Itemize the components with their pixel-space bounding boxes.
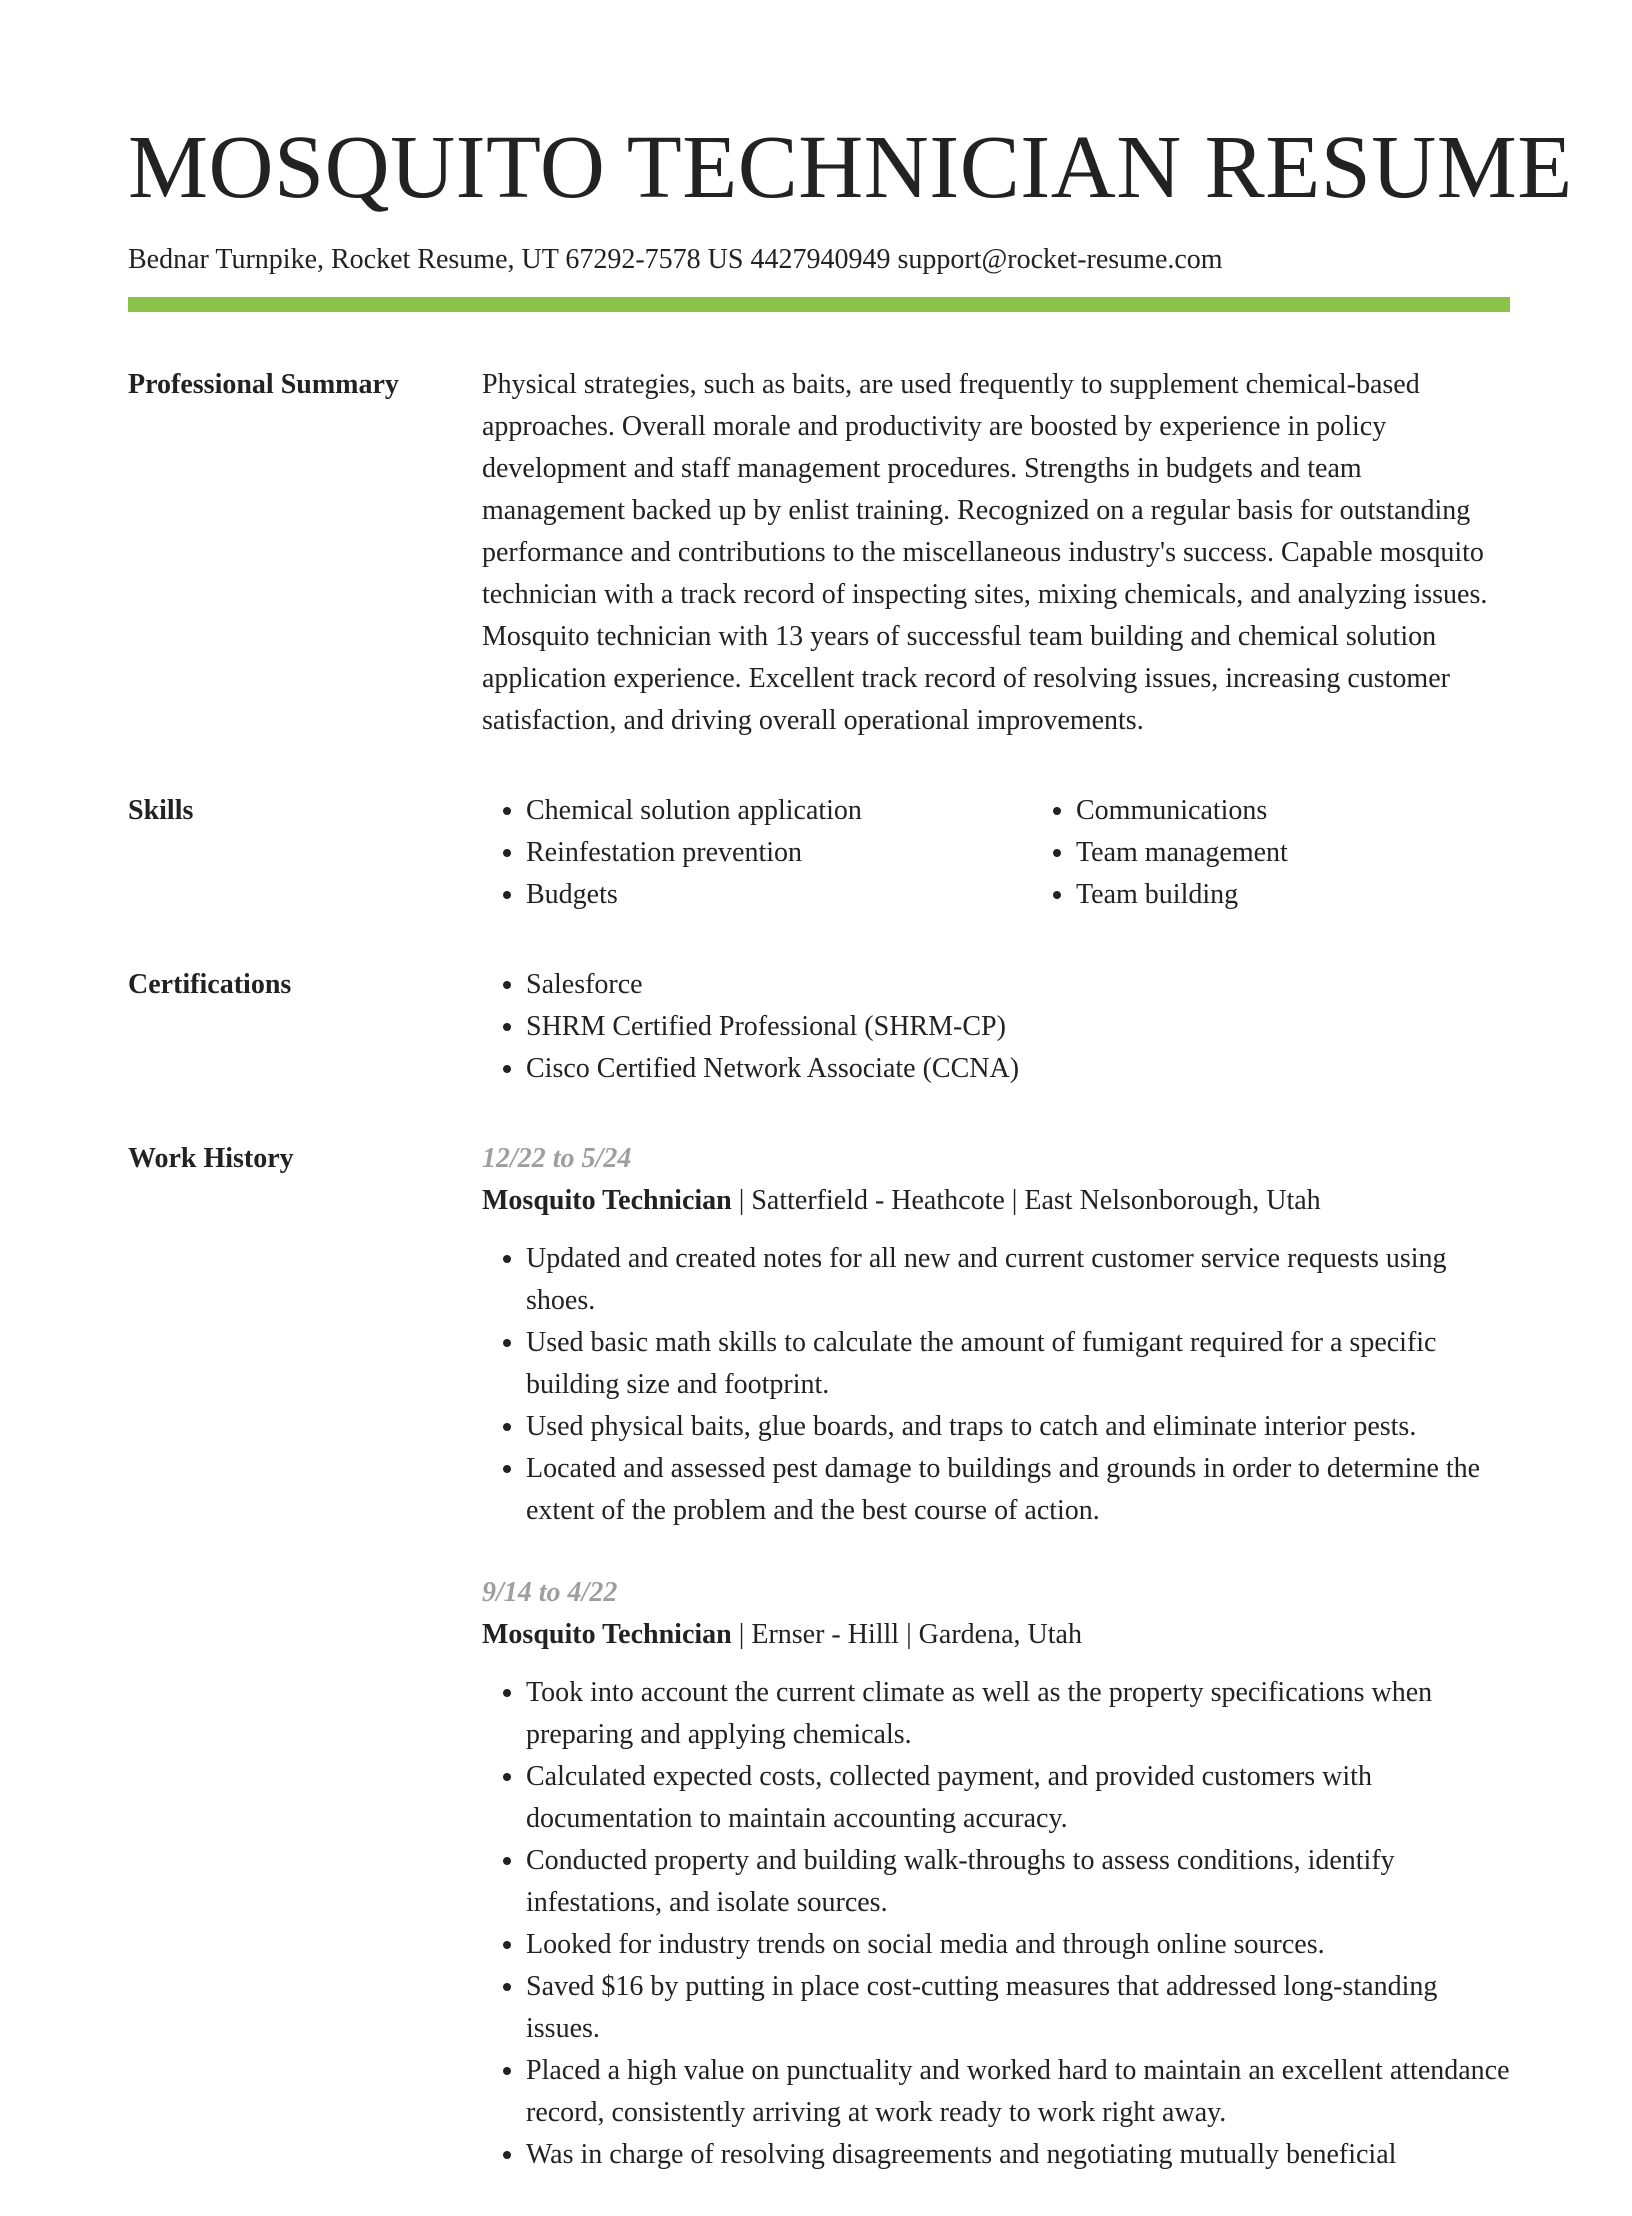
job-bullet: • Used basic math skills to calculate the amount of fumigant required for a specific building size and footprint.	[526, 1322, 1510, 1406]
job-bullet: • Updated and created notes for all new and current customer service requests using shoes.	[526, 1238, 1510, 1322]
job-details: | Satterfield - Heathcote | East Nelsonborough, Utah	[731, 1185, 1321, 1216]
work-history-section	[128, 1138, 1510, 2216]
skill-item: • Team management	[1076, 832, 1510, 874]
job-bullet: • Took into account the current climate as well as the property specifications when preparing and applying chemicals.	[526, 1672, 1510, 1756]
job-bullets	[482, 1672, 1510, 2176]
skill-item: • Budgets	[526, 874, 1032, 916]
job-bullet: • Used physical baits, glue boards, and traps to catch and eliminate interior pests.	[526, 1406, 1510, 1448]
job-heading	[482, 1614, 1510, 1656]
certification-item: • Salesforce	[526, 964, 1510, 1006]
skills-label: Skills	[128, 795, 194, 826]
certifications-label: Certifications	[128, 969, 292, 1000]
job-details: | Ernser - Hilll | Gardena, Utah	[731, 1619, 1082, 1650]
job-entry	[482, 1138, 1510, 1532]
job-dates: 9/14 to 4/22	[482, 1577, 618, 1608]
resume-title: MOSQUITO TECHNICIAN RESUME	[128, 118, 1573, 217]
job-bullet: • Saved $16 by putting in place cost-cutting measures that addressed long-standing issues.	[526, 1966, 1510, 2050]
skill-item: • Chemical solution application	[526, 790, 1032, 832]
job-dates: 12/22 to 5/24	[482, 1143, 632, 1174]
job-heading	[482, 1180, 1510, 1222]
job-bullet: • Placed a high value on punctuality and worked hard to maintain an excellent attendance record, consistently arriving at work ready to work right away.	[526, 2050, 1510, 2134]
accent-divider	[128, 297, 1510, 312]
job-entry	[482, 1572, 1510, 2176]
certification-item: • Cisco Certified Network Associate (CCNA)	[526, 1048, 1510, 1090]
resume-page	[128, 118, 1573, 2216]
job-bullets	[482, 1238, 1510, 1532]
skill-item: • Team building	[1076, 874, 1510, 916]
job-bullet: • Looked for industry trends on social media and through online sources.	[526, 1924, 1510, 1966]
summary-section	[128, 364, 1510, 742]
job-bullet: • Conducted property and building walk-throughs to assess conditions, identify infestations, and isolate sources.	[526, 1840, 1510, 1924]
skill-item: • Reinfestation prevention	[526, 832, 1032, 874]
job-title: Mosquito Technician	[482, 1185, 732, 1216]
skills-list-right	[1032, 790, 1510, 916]
job-bullet: • Calculated expected costs, collected payment, and provided customers with documentation to maintain accounting accuracy.	[526, 1756, 1510, 1840]
job-title: Mosquito Technician	[482, 1619, 732, 1650]
job-bullet: • Located and assessed pest damage to buildings and grounds in order to determine the extent of the problem and the best course of action.	[526, 1448, 1510, 1532]
skill-item: • Communications	[1076, 790, 1510, 832]
summary-label: Professional Summary	[128, 369, 399, 400]
job-bullet: • Was in charge of resolving disagreements and negotiating mutually beneficial	[526, 2134, 1510, 2176]
certifications-list	[482, 964, 1510, 1090]
skills-list-left	[482, 790, 1032, 916]
work-history-label: Work History	[128, 1143, 294, 1174]
skills-section	[128, 790, 1510, 916]
certification-item: • SHRM Certified Professional (SHRM-CP)	[526, 1006, 1510, 1048]
contact-line: Bednar Turnpike, Rocket Resume, UT 67292-7578 US 4427940949 support@rocket-resume.com	[128, 244, 1223, 275]
certifications-section	[128, 964, 1510, 1090]
summary-text: Physical strategies, such as baits, are used frequently to supplement chemical-based approaches. Overall morale and productivity are boosted by experience in policy development and staff management procedures. Strengths in budgets and team management backed up by enlist training. Recognized on a regular basis for outstanding performance and contributions to the miscellaneous industry's success. Capable mosquito technician with a track record of inspecting sites, mixing chemicals, and analyzing issues. Mosquito technician with 13 years of successful team building and chemical solution application experience. Excellent track record of resolving issues, increasing customer satisfaction, and driving overall operational improvements.	[482, 369, 1488, 736]
